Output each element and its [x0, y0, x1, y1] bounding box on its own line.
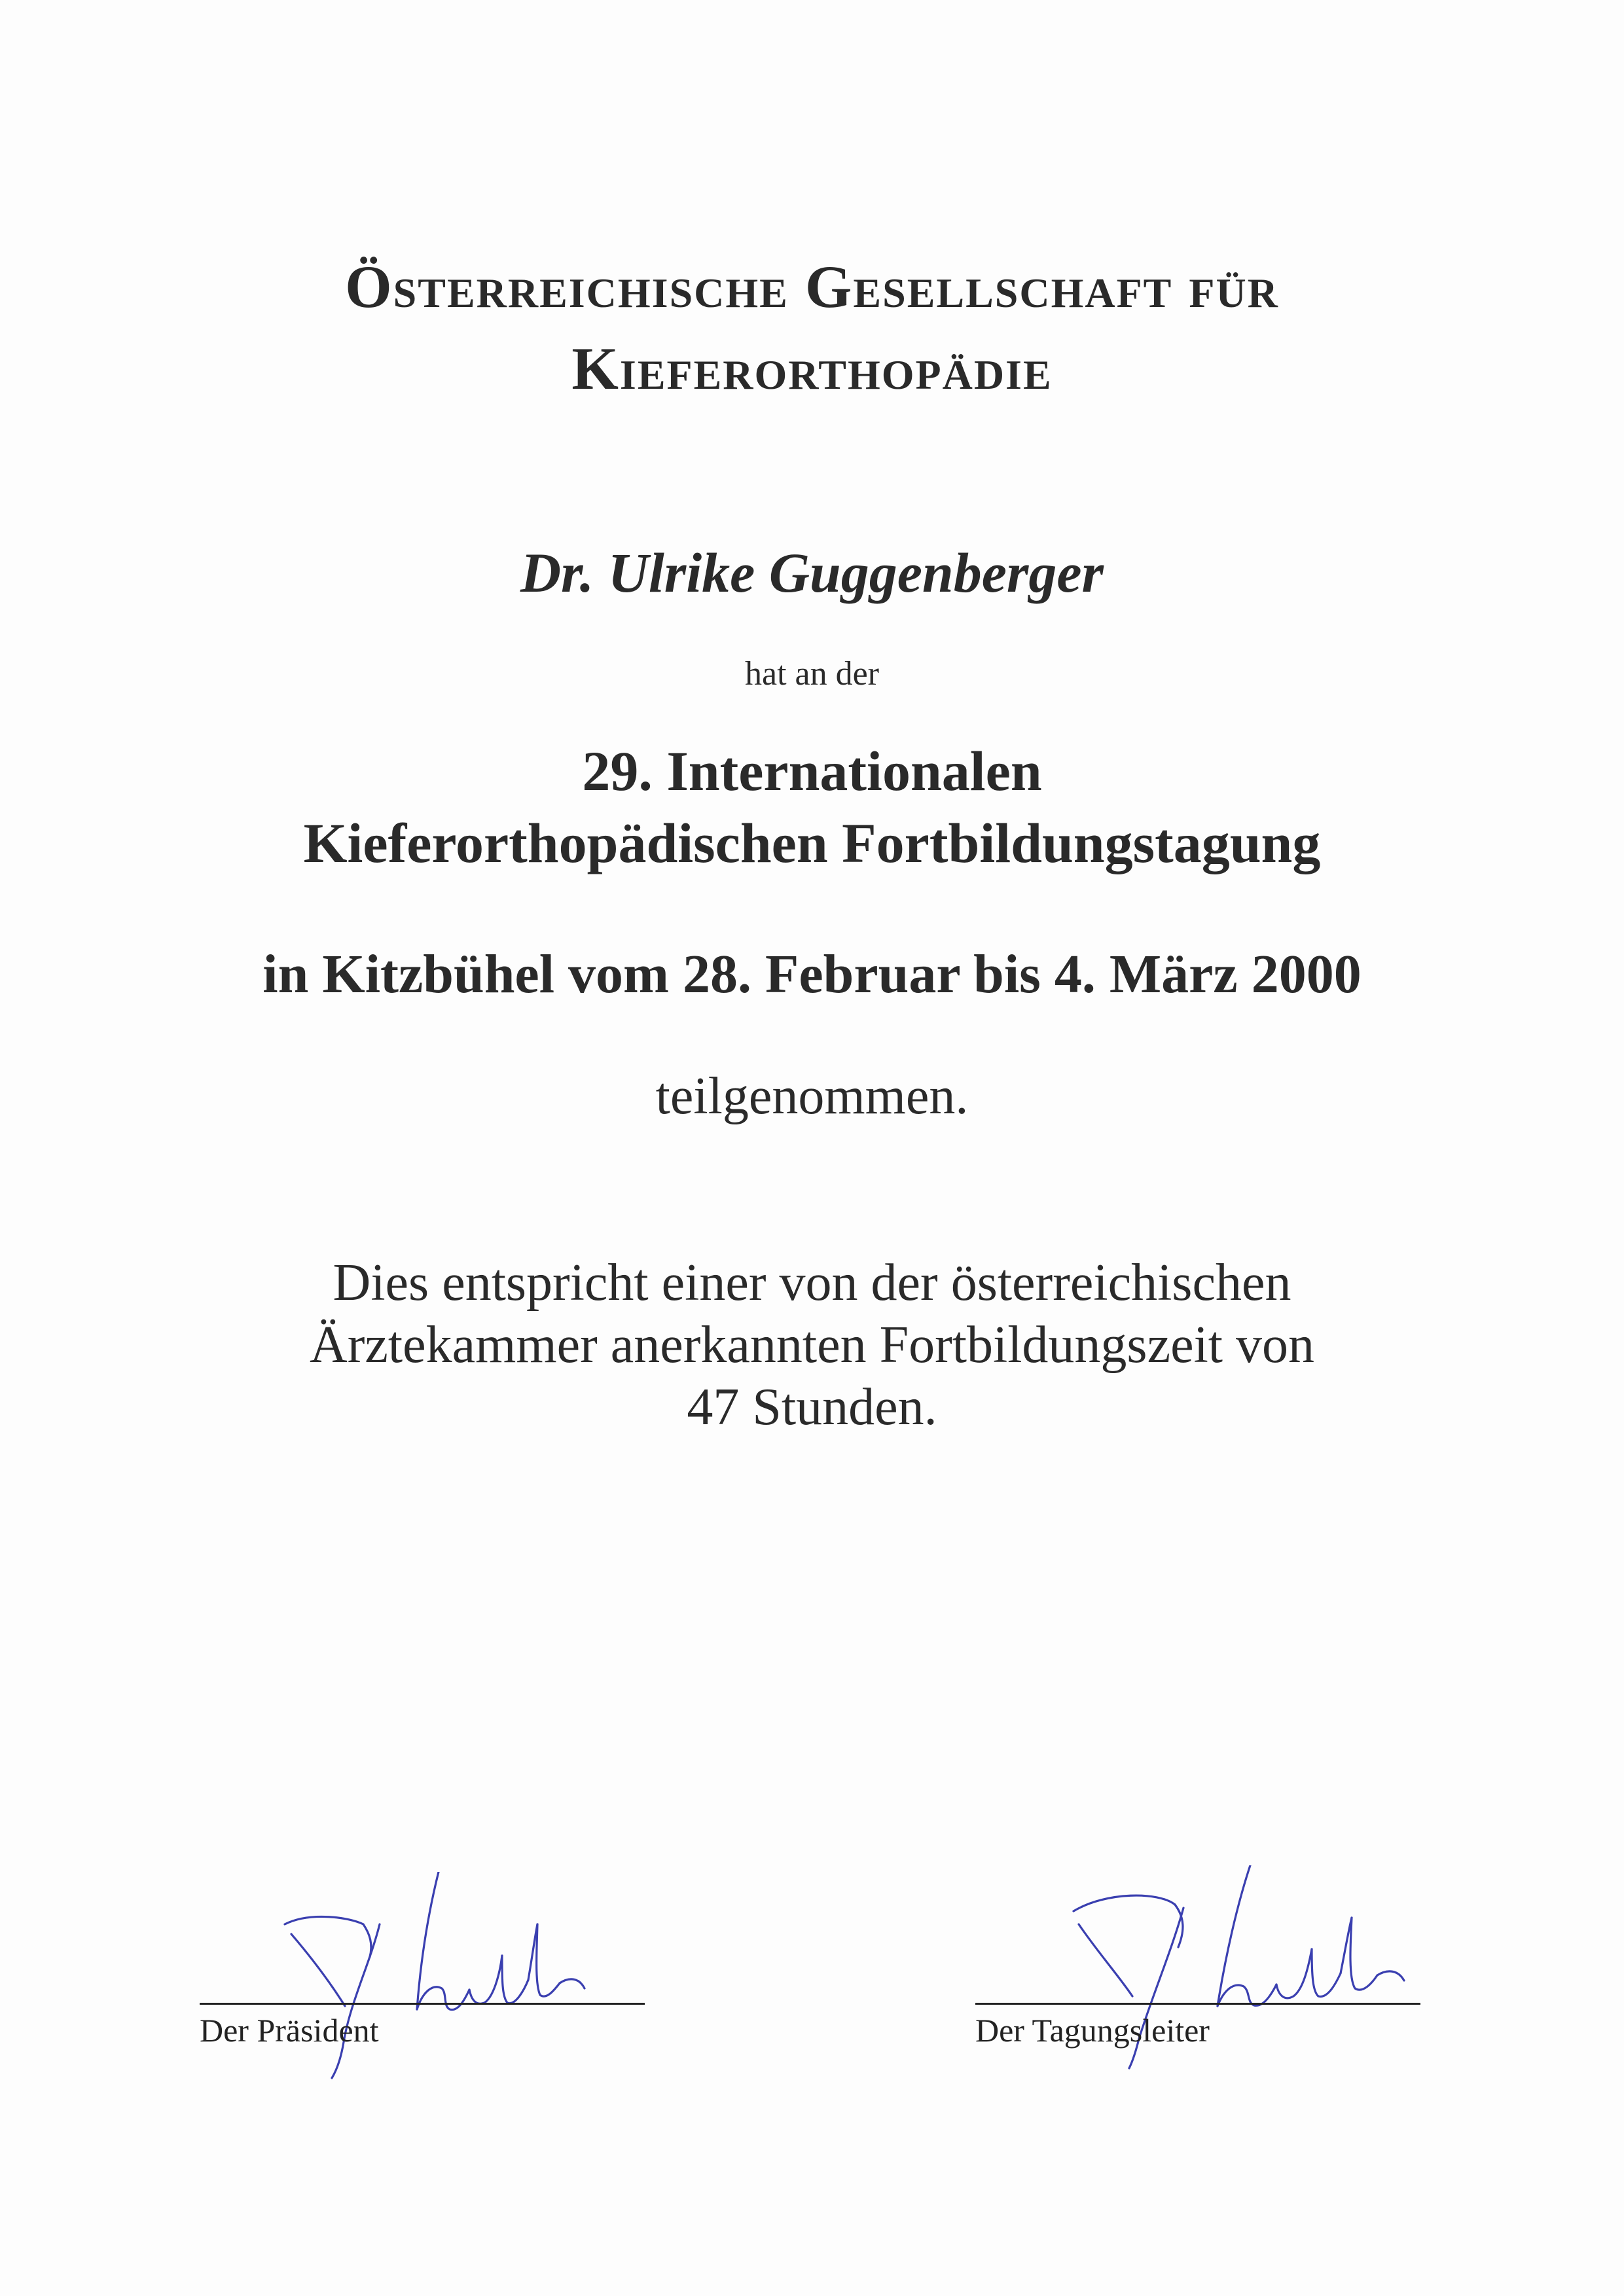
organization-name-line-1: Österreichische Gesellschaft für [345, 253, 1279, 320]
accreditation-line-1: Dies entspricht einer von der österreichischen [333, 1254, 1291, 1312]
president-signature-block [200, 1872, 645, 2081]
president-signature [272, 1872, 638, 2081]
organization-name-line-2: Kieferorthopädie [571, 335, 1053, 402]
participation-text: teilgenommen. [655, 1067, 969, 1125]
event-place-date: in Kitzbühel vom 28. Februar bis 4. März 2000 [262, 944, 1362, 1005]
intro-text: hat an der [744, 655, 879, 692]
event-title-line-2: Kieferorthopädischen Fortbildungstagung [303, 812, 1321, 874]
accreditation-line-2: Ärztekammer anerkannten Fortbildungszeit von [309, 1316, 1315, 1374]
chair-label: Der Tagungsleiter [975, 2012, 1210, 2049]
recipient-name: Dr. Ulrike Guggenberger [520, 541, 1104, 604]
president-label: Der Präsident [200, 2012, 379, 2049]
accreditation-line-3: 47 Stunden. [687, 1378, 937, 1436]
event-title-line-1: 29. Internationalen [582, 740, 1042, 802]
signature-line [975, 2003, 1420, 2005]
signature-line [200, 2003, 645, 2005]
chair-signature-block [975, 1872, 1420, 2081]
